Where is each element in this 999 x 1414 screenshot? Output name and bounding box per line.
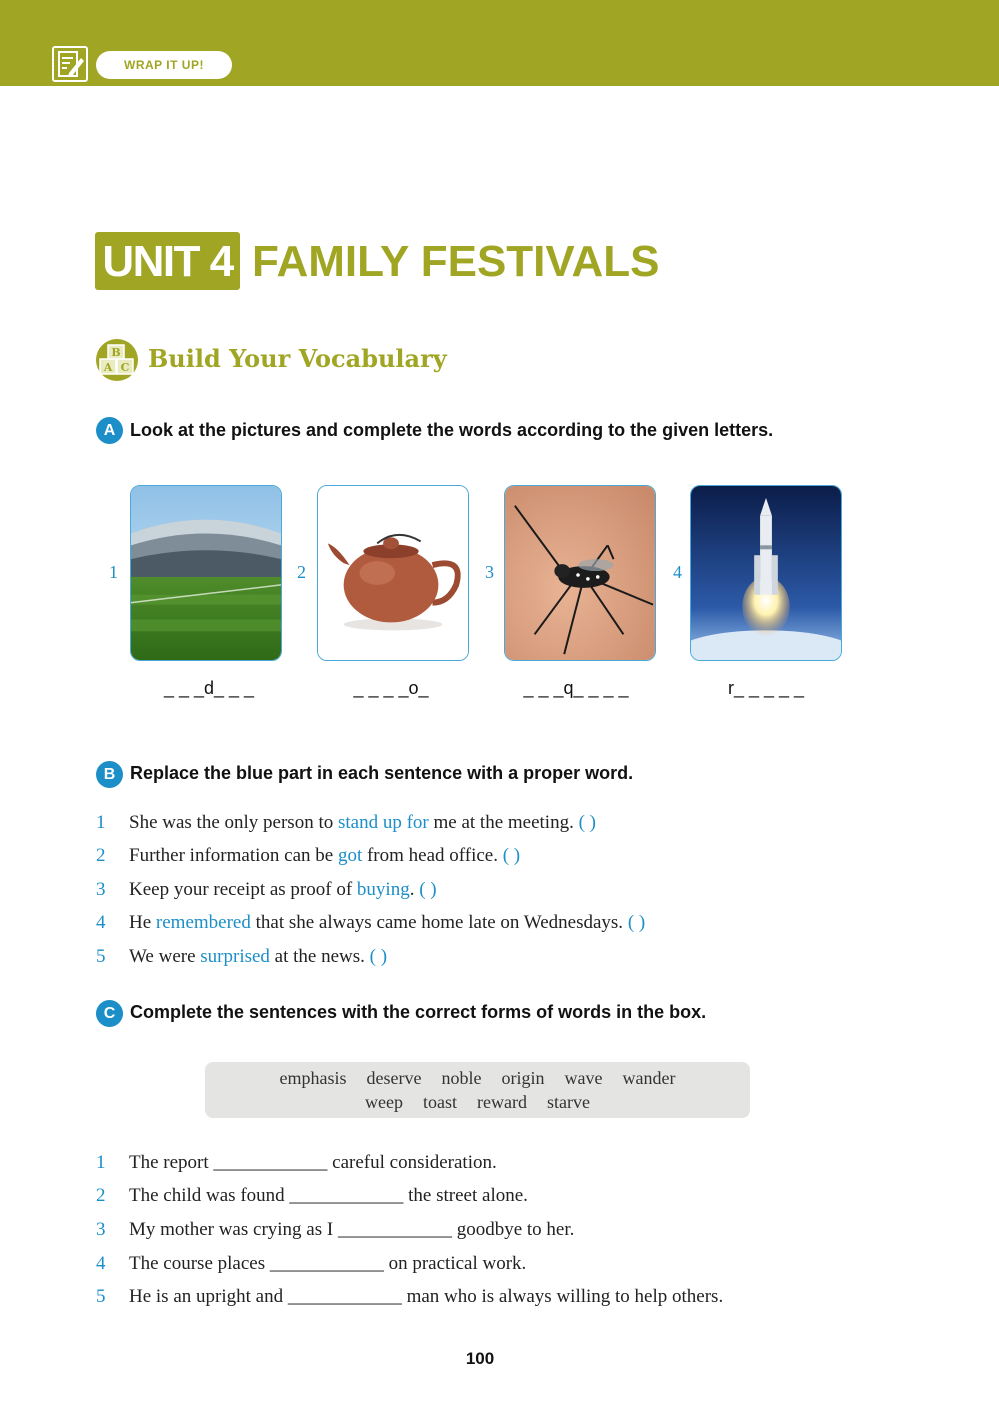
abc-blocks-icon <box>95 338 139 382</box>
answer-blank[interactable]: ( ) <box>502 845 521 866</box>
picture-number: 3 <box>485 562 494 582</box>
sentence-number: 3 <box>96 1219 106 1240</box>
section-c-instruction: Complete the sentences with the correct forms of words in the box. <box>130 1002 707 1022</box>
picture-number: 2 <box>297 562 306 582</box>
sentence-number: 1 <box>96 1152 106 1173</box>
sentence-number: 5 <box>96 1286 106 1307</box>
sentence-text[interactable]: My mother was crying as I ____________ goodbye to her. <box>129 1219 575 1240</box>
fill-blank-line <box>96 1217 574 1243</box>
highlighted-phrase: surprised <box>200 946 270 967</box>
unit-number: UNIT 4 <box>102 237 233 286</box>
word-box-row <box>205 1092 750 1113</box>
section-c-badge: C <box>96 1000 123 1027</box>
picture-number: 1 <box>109 562 118 582</box>
sentence-text: at the news. <box>269 946 370 967</box>
sentence-text: Further information can be <box>129 845 338 866</box>
sentence-number: 4 <box>96 1253 106 1274</box>
sentence-text: He <box>129 912 156 933</box>
section-b-instruction: Replace the blue part in each sentence with a proper word. <box>130 763 634 783</box>
section-b-badge: B <box>96 761 123 788</box>
fill-blank-line <box>96 1150 497 1176</box>
sentence-text: . <box>409 879 420 900</box>
word-pattern: _ _ _q_ _ _ _ <box>523 678 629 698</box>
sentence-text[interactable]: The report ____________ careful consideration. <box>129 1152 497 1173</box>
sentence-number: 4 <box>96 912 106 933</box>
answer-blank[interactable]: ( ) <box>419 879 437 900</box>
word-box-item: starve <box>546 1092 590 1112</box>
unit-title: FAMILY FESTIVALS <box>252 237 660 286</box>
sentence-text[interactable]: The course places ____________ on practical work. <box>129 1253 527 1274</box>
unit-badge <box>95 232 240 290</box>
sentence-number: 2 <box>96 845 106 866</box>
sentence-text: Keep your receipt as proof of <box>129 879 357 900</box>
word-box-item: noble <box>441 1068 482 1088</box>
sentence-line <box>96 944 387 970</box>
word-box-row <box>205 1068 750 1089</box>
word-pattern: _ _ _ _o_ <box>353 678 429 698</box>
fill-blank-line <box>96 1251 526 1277</box>
highlighted-phrase: remembered <box>155 912 251 933</box>
sentence-line <box>96 877 437 903</box>
answer-blank[interactable]: ( ) <box>627 912 646 933</box>
vocabulary-title: Build Your Vocabulary <box>148 344 447 373</box>
sentence-number: 3 <box>96 879 106 900</box>
fill-blank-line <box>96 1183 528 1209</box>
sentence-text: She was the only person to <box>129 812 338 833</box>
highlighted-phrase: got <box>337 845 363 866</box>
sentence-text: me at the meeting. <box>428 812 579 833</box>
page-number: 100 <box>465 1349 495 1368</box>
word-box <box>205 1062 750 1118</box>
word-box-item: reward <box>477 1092 527 1112</box>
notepad-pencil-icon <box>52 46 88 82</box>
word-box-item: emphasis <box>279 1068 347 1088</box>
wrap-it-up-label: WRAP IT UP! <box>124 58 204 72</box>
svg-text:C: C <box>120 361 130 374</box>
word-box-item: weep <box>365 1092 404 1112</box>
mosquito-picture <box>504 485 656 661</box>
sentence-line <box>96 843 520 869</box>
svg-text:B: B <box>111 346 121 359</box>
word-box-item: deserve <box>366 1068 422 1088</box>
highlighted-phrase: buying <box>356 879 410 900</box>
fill-blank-line <box>96 1284 723 1310</box>
word-box-item: wander <box>622 1068 676 1088</box>
section-a-badge: A <box>96 417 123 444</box>
sentence-text[interactable]: The child was found ____________ the street alone. <box>129 1185 528 1206</box>
picture-number: 4 <box>673 562 682 582</box>
stadium-picture <box>130 485 282 661</box>
wrap-it-up-pill <box>96 51 232 79</box>
sentence-text: We were <box>129 946 201 967</box>
teapot-picture <box>317 485 469 661</box>
sentence-number: 1 <box>96 812 106 833</box>
sentence-line <box>96 810 596 836</box>
word-pattern: _ _ _d_ _ _ <box>163 678 255 698</box>
sentence-number: 2 <box>96 1185 106 1206</box>
answer-blank[interactable]: ( ) <box>369 946 388 967</box>
svg-text:A: A <box>103 361 113 374</box>
sentence-line <box>96 910 645 936</box>
word-box-item: toast <box>423 1092 458 1112</box>
word-pattern: r_ _ _ _ _ <box>727 678 805 698</box>
sentence-text: from head office. <box>362 845 503 866</box>
section-a-instruction: Look at the pictures and complete the words according to the given letters. <box>130 420 774 440</box>
answer-blank[interactable]: ( ) <box>578 812 596 833</box>
sentence-text[interactable]: He is an upright and ____________ man who is always willing to help others. <box>129 1286 724 1307</box>
sentence-number: 5 <box>96 946 106 967</box>
word-box-item: origin <box>501 1068 545 1088</box>
rocket-picture <box>690 485 842 661</box>
word-box-item: wave <box>564 1068 603 1088</box>
highlighted-phrase: stand up for <box>337 812 429 833</box>
sentence-text: that she always came home late on Wednesdays. <box>250 912 628 933</box>
